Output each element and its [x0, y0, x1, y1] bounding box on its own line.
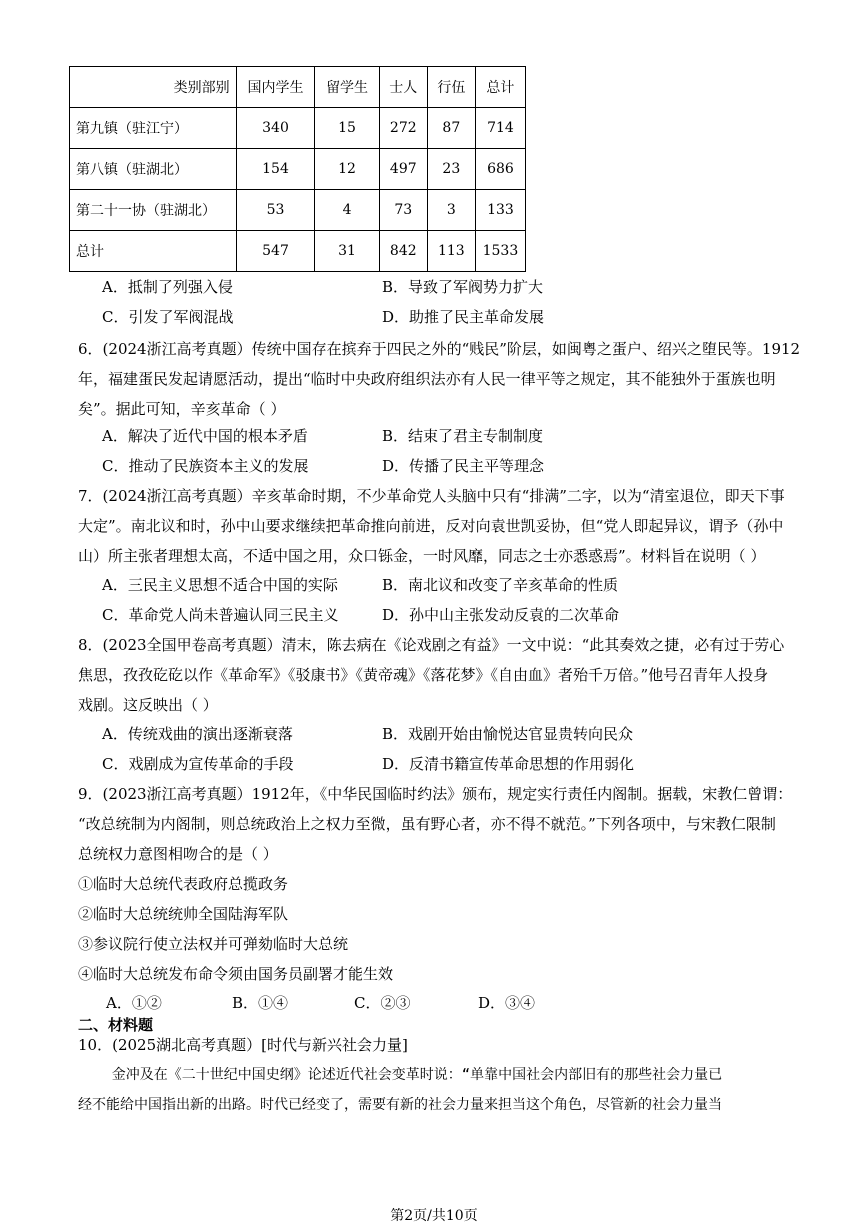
q5-option-c: C．引发了军阀混战	[102, 308, 234, 326]
q8-line: 8．(2023全国甲卷高考真题）清末，陈去病在《论戏剧之有益》一文中说：“此其奏效之捷，必有过于劳心	[78, 636, 785, 654]
table-cell: 547	[236, 231, 315, 272]
table-cell: 842	[379, 231, 427, 272]
table-cell: 113	[427, 231, 475, 272]
quote-line: 经不能给中国指出新的出路。时代已经变了，需要有新的社会力量来担当这个角色，尽管新的社会力量当	[78, 1097, 722, 1113]
table-cell: 133	[475, 190, 525, 231]
q8-option-a: A．传统戏曲的演出逐渐衰落	[102, 725, 293, 743]
table-cell: 87	[427, 108, 475, 149]
table-header-row	[70, 67, 526, 108]
q5-option-a: A．抵制了列强入侵	[102, 278, 233, 296]
q9-item: ②临时大总统统帅全国陆海军队	[78, 905, 289, 923]
table-cell: 53	[236, 190, 315, 231]
q8-option-b: B．戏剧开始由愉悦达官显贵转向民众	[382, 725, 634, 743]
q7-option-d: D．孙中山主张发动反袁的二次革命	[382, 606, 620, 624]
table-cell: 686	[475, 149, 525, 190]
q6-stem	[78, 334, 801, 424]
table-cell: 73	[379, 190, 427, 231]
q8-stem	[78, 630, 790, 720]
q7-option-c: C．革命党人尚未普遍认同三民主义	[102, 606, 339, 624]
q9-stem	[78, 779, 793, 989]
q6-option-b: B．结束了君主专制制度	[382, 427, 544, 445]
q7-option-a: A．三民主义思想不适合中国的实际	[102, 576, 338, 594]
table-header-cell: 类别部别	[70, 67, 237, 108]
q5-option-b: B．导致了军阀势力扩大	[382, 278, 544, 296]
table-cell: 4	[315, 190, 379, 231]
table-cell: 第二十一协（驻湖北）	[70, 190, 237, 231]
table-row	[70, 108, 526, 149]
table-cell: 3	[427, 190, 475, 231]
q10-title: 10．(2025湖北高考真题）[时代与新兴社会力量]	[78, 1036, 408, 1054]
q9-line: “改总统制为内阁制，则总统政治上之权力至微，虽有野心者，亦不得不就范。”下列各项中，与宋教仁限制	[78, 815, 776, 833]
page-number: 第2页/共10页	[390, 1208, 478, 1224]
table-header-cell: 行伍	[427, 67, 475, 108]
table-header-cell: 士人	[379, 67, 427, 108]
table-header-cell: 总计	[475, 67, 525, 108]
section-title: 二、材料题	[78, 1016, 154, 1034]
q10-header	[78, 1030, 790, 1060]
table-cell: 第九镇（驻江宁）	[70, 108, 237, 149]
q6-line: 6．(2024浙江高考真题）传统中国存在摈弃于四民之外的“贱民”阶层，如闽粤之蛋户、绍兴之堕民等。1912	[78, 340, 801, 358]
q9-item: ①临时大总统代表政府总揽政务	[78, 875, 289, 893]
q9-option-b: B．①④	[232, 994, 289, 1012]
table-row	[70, 149, 526, 190]
q7-line: 7．(2024浙江高考真题）辛亥革命时期，不少革命党人头脑中只有“排满”二字，以为“清室退位，即天下事	[78, 487, 785, 505]
table-header-cell: 留学生	[315, 67, 379, 108]
statistics-table	[69, 66, 526, 272]
q6-line: 矣”。据此可知，辛亥革命（ ）	[78, 400, 286, 418]
q8-option-d: D．反清书籍宣传革命思想的作用弱化	[382, 755, 635, 773]
q7-line: 山）所主张者理想太高，不适中国之用，众口铄金，一时风靡，同志之士亦悉惑焉”。材料旨在说明（ ）	[78, 547, 766, 565]
q7-stem	[78, 481, 790, 571]
table-cell: 714	[475, 108, 525, 149]
table-cell: 31	[315, 231, 379, 272]
q6-line: 年，福建蛋民发起请愿活动，提出“临时中央政府组织法亦有人民一律平等之规定，其不能独外于蛋族也明	[78, 370, 776, 388]
q8-line: 戏剧。这反映出（ ）	[78, 696, 218, 714]
table-header-cell: 国内学生	[236, 67, 315, 108]
q9-option-d: D．③④	[478, 994, 536, 1012]
table-cell: 154	[236, 149, 315, 190]
table-cell: 15	[315, 108, 379, 149]
table-cell: 1533	[475, 231, 525, 272]
table-total-row	[70, 231, 526, 272]
q9-line: 总统权力意图相吻合的是（ ）	[78, 845, 278, 863]
q6-option-c: C．推动了民族资本主义的发展	[102, 457, 309, 475]
table-cell: 272	[379, 108, 427, 149]
q10-material-quote	[78, 1060, 790, 1120]
quote-line: 金冲及在《二十世纪中国史纲》论述近代社会变革时说：“单靠中国社会内部旧有的那些社会力量已	[78, 1067, 723, 1083]
q8-line: 焦思，孜孜矻矻以作《革命军》《驳康书》《黄帝魂》《落花梦》《自由血》者殆千万倍。”他号召青年人投身	[78, 666, 769, 684]
q7-option-b: B．南北议和改变了辛亥革命的性质	[382, 576, 619, 594]
table-cell: 340	[236, 108, 315, 149]
table-cell: 12	[315, 149, 379, 190]
q8-option-c: C．戏剧成为宣传革命的手段	[102, 755, 294, 773]
q9-line: 9．(2023浙江高考真题）1912年，《中华民国临时约法》颁布，规定实行责任内阁制。据载，宋教仁曾谓：	[78, 785, 793, 803]
q9-option-c: C．②③	[354, 994, 411, 1012]
q5-option-d: D．助推了民主革命发展	[382, 308, 545, 326]
q9-option-a: A．①②	[106, 994, 162, 1012]
table-cell: 第八镇（驻湖北）	[70, 149, 237, 190]
q6-option-a: A．解决了近代中国的根本矛盾	[102, 427, 308, 445]
q9-item: ③参议院行使立法权并可弹劾临时大总统	[78, 935, 349, 953]
table-cell: 总计	[70, 231, 237, 272]
q6-option-d: D．传播了民主平等理念	[382, 457, 545, 475]
table-cell: 23	[427, 149, 475, 190]
q9-item: ④临时大总统发布命令须由国务员副署才能生效	[78, 965, 394, 983]
table-cell: 497	[379, 149, 427, 190]
q7-line: 大定”。南北议和时，孙中山要求继续把革命推向前进，反对向袁世凯妥协，但“党人即起异议，谓予（孙中	[78, 517, 784, 535]
table-row	[70, 190, 526, 231]
